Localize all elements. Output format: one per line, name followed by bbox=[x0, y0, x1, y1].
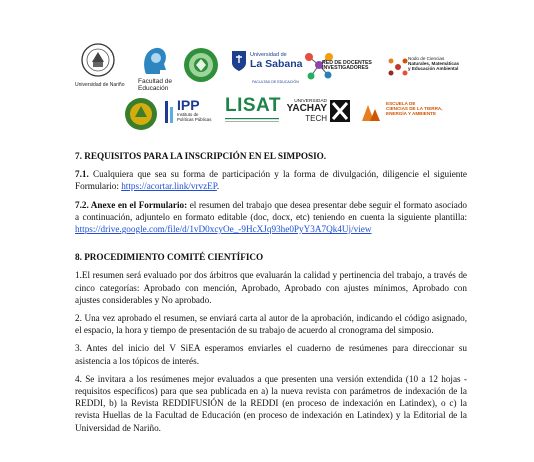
lisat-underline bbox=[225, 118, 279, 124]
red-docentes-line2: INVESTIGADORES bbox=[322, 65, 369, 72]
educacion-line1: Facultad de bbox=[138, 78, 172, 85]
ipp-abbr: IPP bbox=[177, 97, 200, 113]
form-link[interactable]: https://acortar.link/vrvzEP bbox=[121, 181, 217, 192]
red-docentes-line1: RED DE DOCENTES bbox=[322, 60, 372, 66]
section-7-1-label: 7.1. bbox=[75, 169, 89, 180]
section-8-paragraph-2: 2. Una vez aprobado el resumen, se enviará carta al autor de la aprobación, indicando el código asignado, el espacio, la hora y tiempo de presentación de su trabajo de acuerdo al cronograma del simposio. bbox=[75, 313, 467, 336]
section-7-1-paragraph bbox=[75, 168, 467, 192]
nodo-icon-logo bbox=[387, 56, 409, 78]
yachay-name bbox=[285, 99, 327, 123]
educacion-head-logo bbox=[140, 44, 170, 78]
nodo-line3: y Educación Ambiental bbox=[408, 65, 459, 71]
gold-seal-logo bbox=[124, 97, 158, 131]
sabana-shield-logo bbox=[231, 50, 247, 72]
ipp-bars-logo bbox=[165, 101, 175, 123]
yachay-line3: TECH bbox=[305, 113, 327, 123]
ipp-line2: Políticas Públicas bbox=[177, 116, 212, 122]
section-7-1-end: . bbox=[216, 181, 220, 192]
section-8-heading: 8. PROCEDIMIENTO COMITÉ CIENTÍFICO bbox=[75, 252, 264, 263]
sabana-faculty: FACULTAD DE EDUCACIÓN bbox=[252, 80, 299, 84]
template-link[interactable]: https://drive.google.com/file/d/1vD0xcyOe_-9HcXJq93he0PyY3A7Qk4Uj/view bbox=[75, 224, 372, 235]
section-8-paragraph-1: 1.El resumen será evaluado por dos árbitros que evaluarán la calidad y pertinencia del trabajo, a través de cinco categorías: Aprobado con mención, Aprobado, Aprobado con ajustes mínimos, Aprobado con ajustes considerables y No aprobado. bbox=[75, 270, 467, 305]
nodo-line2: Naturales, Matemáticas bbox=[408, 60, 460, 66]
red-docentes-name bbox=[322, 61, 372, 72]
section-7-2-label: 7.2. Anexe en el Formulario: bbox=[75, 199, 188, 210]
section-7-1-text: Cualquiera que sea su forma de participación y la forma de divulgación, diligencie el siguiente Formulario: bbox=[75, 169, 467, 192]
escuela-line3: ENERGÍA Y AMBIENTE bbox=[386, 110, 437, 116]
nodo-name bbox=[408, 57, 459, 71]
sabana-line2: La Sabana bbox=[250, 57, 303, 70]
escuela-name bbox=[386, 102, 443, 116]
narino-seal-logo bbox=[80, 42, 116, 80]
lisat-abbr: LISAT bbox=[225, 95, 281, 116]
escuela-mark-logo bbox=[360, 101, 382, 123]
educacion-line2: Educación bbox=[138, 84, 169, 92]
section-8-paragraph-3: 3. Antes del inicio del V SiEA esperamos enviarles el cuaderno de resúmenes para direccionar su asistencia a los tópicos de interés. bbox=[75, 343, 467, 366]
document-body bbox=[75, 150, 467, 434]
section-7-2-text: el resumen del trabajo que desea presentar debe seguir el formato asociado a continuación, adjuntelo en formato editable (doc, docx, etc) teniendo en cuenta la siguiente plantilla: bbox=[75, 199, 468, 222]
sabana-line1: Universidad de bbox=[250, 52, 287, 58]
green-seal-logo bbox=[183, 47, 219, 83]
yachay-line2: YACHAY bbox=[286, 103, 327, 115]
escuela-line1: ESCUELA DE bbox=[386, 101, 416, 106]
ipp-line1: Instituto de bbox=[177, 112, 199, 117]
yachay-line1: UNIVERSIDAD bbox=[294, 99, 327, 104]
section-8-paragraph-4: 4. Se invitara a los resúmenes mejor evaluados a que presenten una versión extendida (10 a 12 hojas - requisitos específicos) para que sea publicada en a) la nueva revista con parámetros de indexación de la REDDI, b) la Revista REDDIFUSIÓN de la REDDI (en proceso de indexación en Latindex), o c) la revista Huellas de la Facultad de Educación (en proceso de indexación en Latindex) y la Editorial de la Universidad de Nariño. bbox=[75, 373, 467, 433]
sabana-name bbox=[250, 53, 303, 70]
escuela-line2: CIENCIAS DE LA TIERRA, bbox=[386, 105, 443, 111]
educacion-name bbox=[138, 79, 172, 93]
section-7-heading: 7. REQUISITOS PARA LA INSCRIPCIÓN EN EL SIMPOSIO. bbox=[75, 151, 327, 161]
narino-name: Universidad de Nariño bbox=[75, 82, 125, 88]
nodo-line1: Nodo de Ciencias bbox=[408, 56, 445, 61]
section-7-2-paragraph bbox=[75, 199, 467, 236]
yachay-mark-logo bbox=[330, 100, 350, 122]
logo-strip bbox=[0, 0, 534, 140]
ipp-name bbox=[177, 113, 211, 122]
